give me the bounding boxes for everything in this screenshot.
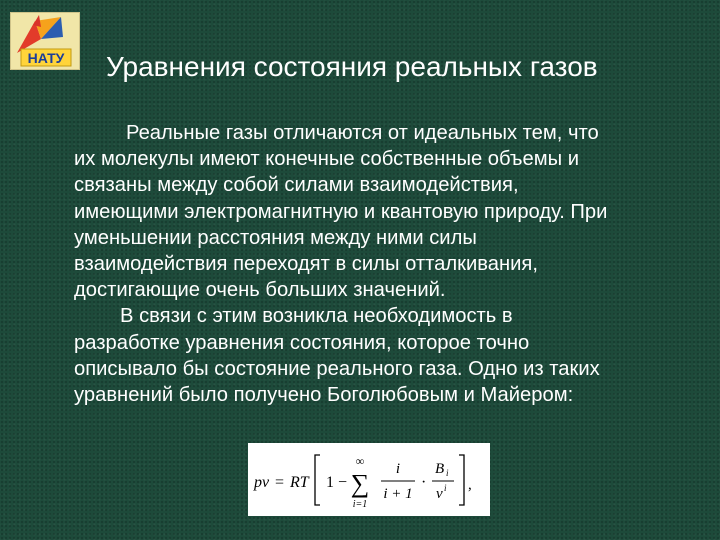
university-logo-icon [11,13,79,69]
formula-rt: RT [290,474,309,491]
logo-text: НАТУ [27,50,65,66]
paragraph-1-line: взаимодействия переходят в силы отталкивания, [74,253,538,276]
paragraph-1-line: достигающие очень больших значений. [74,279,446,302]
fraction-2-numerator-sub: i [446,468,449,478]
sum-symbol: ∑ [350,469,370,498]
formula-minus: − [338,474,348,491]
paragraph-1-line: связаны между собой силами взаимодействия, [74,174,519,197]
sum-lower-limit: i=1 [352,499,368,510]
slide-title: Уравнения состояния реальных газов [106,51,598,82]
fraction-2-denominator-sup: i [444,483,447,493]
paragraph-1-line: Реальные газы отличаются от идеальных тем, что [126,122,599,144]
right-bracket [459,455,464,505]
fraction-2-denominator: v [436,486,443,502]
formula-image [248,443,490,516]
paragraph-2-line: В связи с этим возникла необходимость в [120,305,513,328]
left-bracket [315,455,320,505]
paragraph-1-line: уменьшении расстояния между ними силы [74,226,477,249]
bogolyubov-mayer-equation [248,443,490,516]
formula-comma: , [468,477,472,493]
formula-lhs: pv [254,474,270,491]
formula-equals: = [275,474,285,491]
paragraph-1-line: их молекулы имеют конечные собственные объемы и [74,148,580,171]
paragraph-1-line: имеющими электромагнитную и квантовую природу. При [74,200,608,223]
formula-one: 1 [326,474,334,491]
slide-body [74,120,714,408]
paragraph-2-line: разработке уравнения состояния, которое точно [74,331,530,354]
fraction-1-denominator: i + 1 [383,486,413,502]
fraction-1-numerator: i [395,461,401,477]
paragraph-2-line: уравнений было получено Боголюбовым и Майером: [74,384,574,407]
sum-upper-limit: ∞ [355,454,365,468]
university-logo [10,12,80,70]
formula-dot: · [421,474,427,491]
paragraph-2-line: описывало бы состояние реального газа. Одно из таких [74,357,600,380]
fraction-2-numerator: B [435,461,445,477]
